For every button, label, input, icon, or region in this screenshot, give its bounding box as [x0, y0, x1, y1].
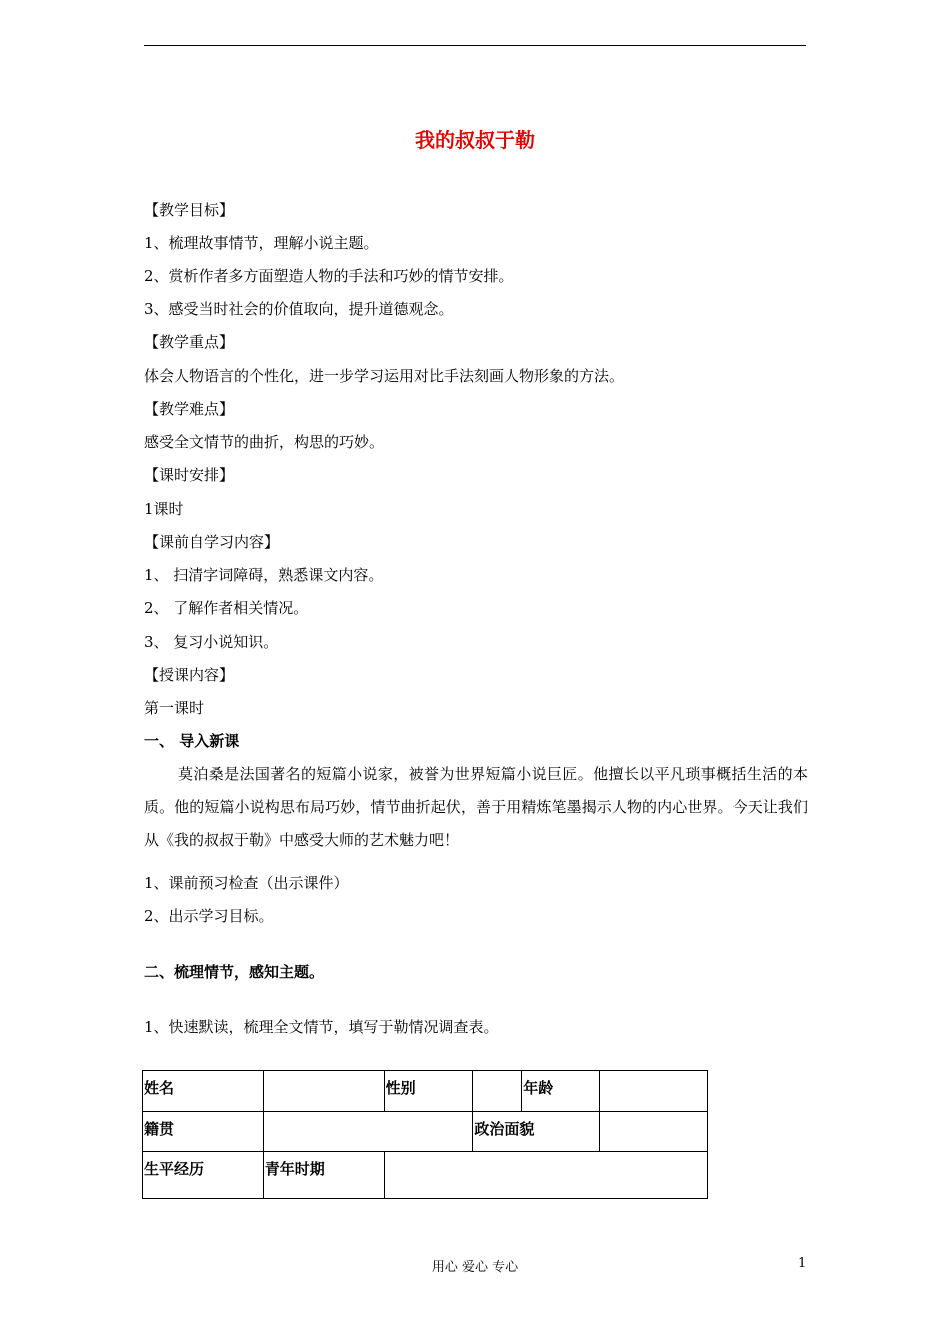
preview-item-1: 1、 扫清字词障碍，熟悉课文内容。: [144, 566, 384, 584]
goal-1: 1、梳理故事情节，理解小说主题。: [144, 234, 379, 252]
heading-key-points: 【教学重点】: [144, 333, 235, 351]
intro-paragraph: 莫泊桑是法国著名的短篇小说家，被誉为世界短篇小说巨匠。他擅长以平凡琐事概括生活的本质。他的短篇小说构思布局巧妙，情节曲折起伏，善于用精炼笔墨揭示人物的内心世界。今天让我们从《我的叔叔于勒》中感受大师的艺术魅力吧！: [144, 765, 808, 849]
difficulty-text: 感受全文情节的曲折，构思的巧妙。: [144, 433, 385, 451]
step-2: 2、出示学习目标。: [144, 907, 274, 925]
cell-gender-label: 性别: [384, 1071, 473, 1112]
cell-political-label: 政治面貌: [473, 1112, 600, 1152]
page-footer: 用心 爱心 专心: [431, 1260, 519, 1275]
cell-hometown-value: [263, 1112, 473, 1152]
preview-item-2: 2、 了解作者相关情况。: [144, 599, 309, 617]
cell-gender-value: [473, 1071, 522, 1112]
key-point-text: 体会人物语言的个性化，进一步学习运用对比手法刻画人物形象的方法。: [144, 367, 625, 385]
cell-life-label: 生平经历: [143, 1152, 264, 1199]
yule-info-table: [142, 1070, 708, 1199]
cell-hometown-label: 籍贯: [143, 1112, 264, 1152]
document-title: 我的叔叔于勒: [415, 128, 535, 152]
cell-name-value: [263, 1071, 384, 1112]
cell-age-label: 年龄: [522, 1071, 600, 1112]
cell-youth-label: 青年时期: [263, 1152, 384, 1199]
first-period: 第一课时: [144, 699, 205, 717]
section2-task: 1、快速默读，梳理全文情节，填写于勒情况调查表。: [144, 1018, 499, 1036]
heading-schedule: 【课时安排】: [144, 466, 235, 484]
heading-difficulties: 【教学难点】: [144, 400, 235, 418]
step-1: 1、课前预习检查（出示课件）: [144, 874, 349, 892]
preview-item-3: 3、 复习小说知识。: [144, 633, 279, 651]
cell-youth-value: [384, 1152, 707, 1199]
cell-age-value: [600, 1071, 708, 1112]
goal-3: 3、感受当时社会的价值取向，提升道德观念。: [144, 300, 454, 318]
schedule-text: 1课时: [144, 500, 184, 518]
heading-preview: 【课前自学习内容】: [144, 533, 280, 551]
goal-2: 2、赏析作者多方面塑造人物的手法和巧妙的情节安排。: [144, 267, 514, 285]
heading-lesson-content: 【授课内容】: [144, 666, 235, 684]
header-rule: [144, 45, 806, 46]
section2-heading: 二、梳理情节，感知主题。: [144, 963, 325, 981]
cell-name-label: 姓名: [143, 1071, 264, 1112]
page-number: 1: [798, 1256, 807, 1271]
heading-teaching-goals: 【教学目标】: [144, 201, 235, 219]
cell-political-value: [600, 1112, 708, 1152]
section1-heading: 一、 导入新课: [144, 732, 240, 750]
